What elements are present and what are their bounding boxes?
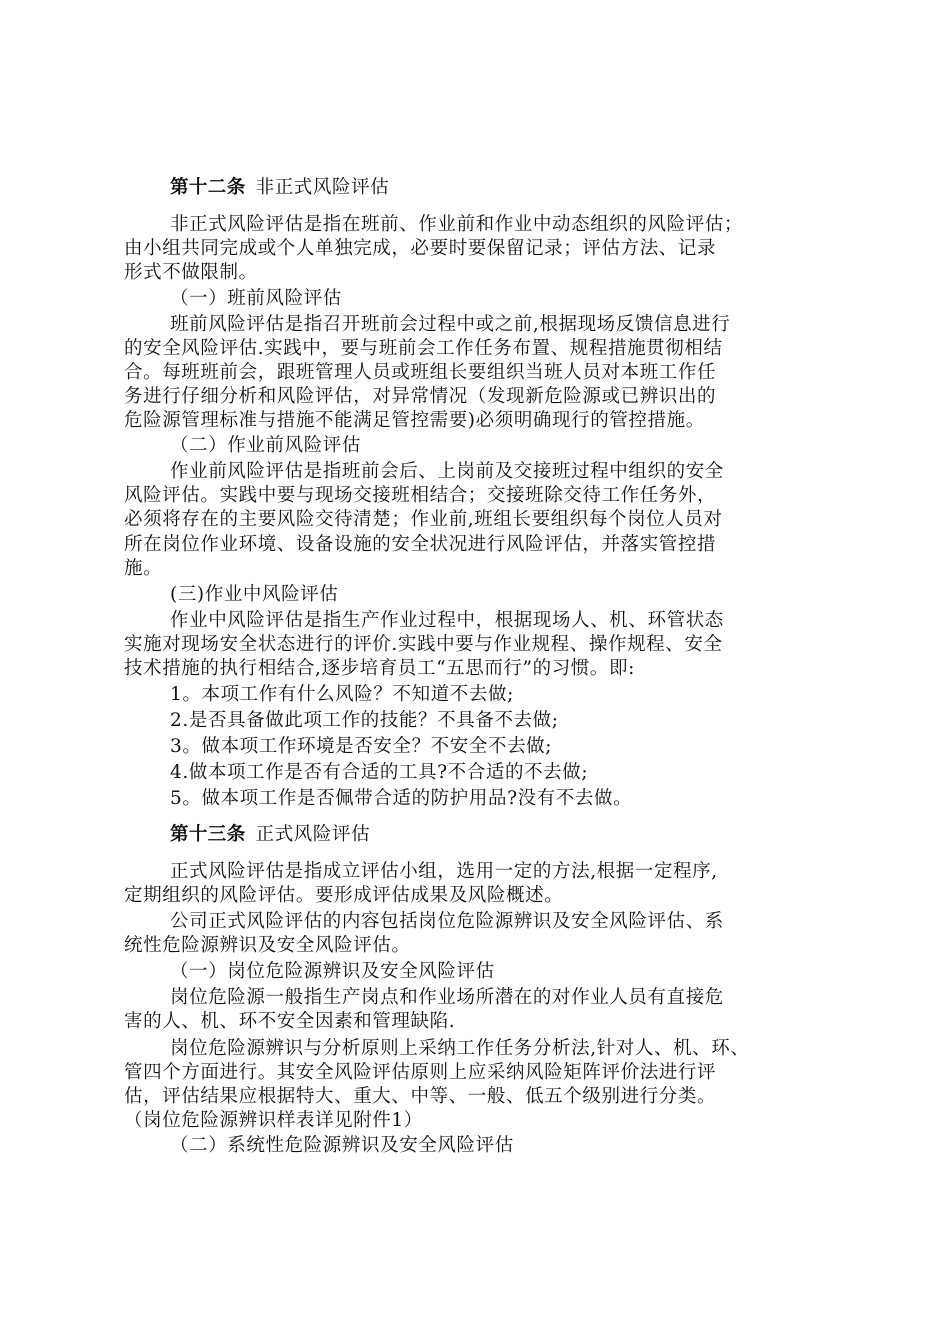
article-13-number: 第十三条: [170, 824, 246, 845]
paragraph-line: 统性危险源辨识及安全风险评估。: [124, 935, 411, 956]
paragraph-line: 估，评估结果应根据特大、重大、中等、一般、低五个级别进行分类。: [124, 1086, 717, 1107]
paragraph-line: 非正式风险评估是指在班前、作业前和作业中动态组织的风险评估；: [170, 214, 744, 235]
paragraph-line: 实施对现场安全状态进行的评价.实践中要与作业规程、操作规程、安全: [124, 634, 723, 655]
section-heading: （一）班前风险评估: [170, 288, 342, 309]
paragraph-line: 公司正式风险评估的内容包括岗位危险源辨识及安全风险评估、系: [170, 911, 724, 932]
paragraph-line: （岗位危险源辨识样表详见附件1）: [124, 1110, 423, 1131]
paragraph-line: 危险源管理标准与措施不能满足管控需要)必须明确现行的管控措施。: [124, 410, 705, 431]
section-heading: (三)作业中风险评估: [170, 584, 339, 605]
list-item: 4.做本项工作是否有合适的工具?不合适的不去做;: [170, 762, 589, 783]
paragraph-line: 岗位危险源辨识与分析原则上采纳工作任务分析法,针对人、机、环、: [170, 1038, 750, 1059]
list-item: 1。本项工作有什么风险？不知道不去做;: [170, 684, 514, 705]
paragraph-line: 由小组共同完成或个人单独完成，必要时要保留记录；评估方法、记录: [124, 238, 717, 259]
paragraph-line: 所在岗位作业环境、设备设施的安全状况进行风险评估，并落实管控措: [124, 534, 717, 555]
paragraph-line: 作业前风险评估是指班前会后、上岗前及交接班过程中组织的安全: [170, 461, 724, 482]
paragraph-line: 务进行仔细分析和风险评估，对异常情况（发现新危险源或已辨识出的: [124, 386, 717, 407]
paragraph-line: 施。: [124, 558, 163, 579]
paragraph-line: 技术措施的执行相结合,逐步培育员工“五思而行”的习惯。即:: [124, 658, 635, 679]
paragraph-line: 管四个方面进行。其安全风险评估原则上应采纳风险矩阵评价法进行评: [124, 1062, 717, 1083]
paragraph-line: 班前风险评估是指召开班前会过程中或之前,根据现场反馈信息进行: [170, 314, 731, 335]
paragraph-line: 正式风险评估是指成立评估小组，选用一定的方法,根据一定程序,: [170, 861, 718, 882]
section-heading: （一）岗位危险源辨识及安全风险评估: [170, 961, 495, 982]
article-12-title: 非正式风险评估: [255, 177, 390, 198]
list-item: 3。做本项工作环境是否安全？不安全不去做;: [170, 736, 553, 757]
article-13-heading: [170, 823, 890, 847]
section-heading: （二）系统性危险源辨识及安全风险评估: [170, 1135, 514, 1156]
paragraph-line: 害的人、机、环不安全因素和管理缺陷.: [124, 1011, 456, 1032]
paragraph-line: 作业中风险评估是指生产作业过程中，根据现场人、机、环管状态: [170, 610, 724, 631]
article-13-title: 正式风险评估: [255, 824, 371, 845]
paragraph-line: 的安全风险评估.实践中，要与班前会工作任务布置、规程措施贯彻相结: [124, 338, 723, 359]
list-item: 5。做本项工作是否佩带合适的防护用品?没有不去做。: [170, 788, 633, 809]
paragraph-line: 必须将存在的主要风险交待清楚；作业前,班组长要组织每个岗位人员对: [124, 509, 723, 530]
section-heading: （二）作业前风险评估: [170, 435, 362, 456]
paragraph-line: 岗位危险源一般指生产岗点和作业场所潜在的对作业人员有直接危: [170, 987, 724, 1008]
list-item: 2.是否具备做此项工作的技能？不具备不去做;: [170, 710, 559, 731]
paragraph-line: 形式不做限制。: [124, 262, 258, 283]
article-12-number: 第十二条: [170, 177, 246, 198]
paragraph-line: 风险评估。实践中要与现场交接班相结合；交接班除交待工作任务外，: [124, 485, 717, 506]
article-12-heading: [170, 176, 890, 200]
paragraph-line: 定期组织的风险评估。要形成评估成果及风险概述。: [124, 885, 564, 906]
paragraph-line: 合。每班班前会，跟班管理人员或班组长要组织当班人员对本班工作任: [124, 362, 717, 383]
